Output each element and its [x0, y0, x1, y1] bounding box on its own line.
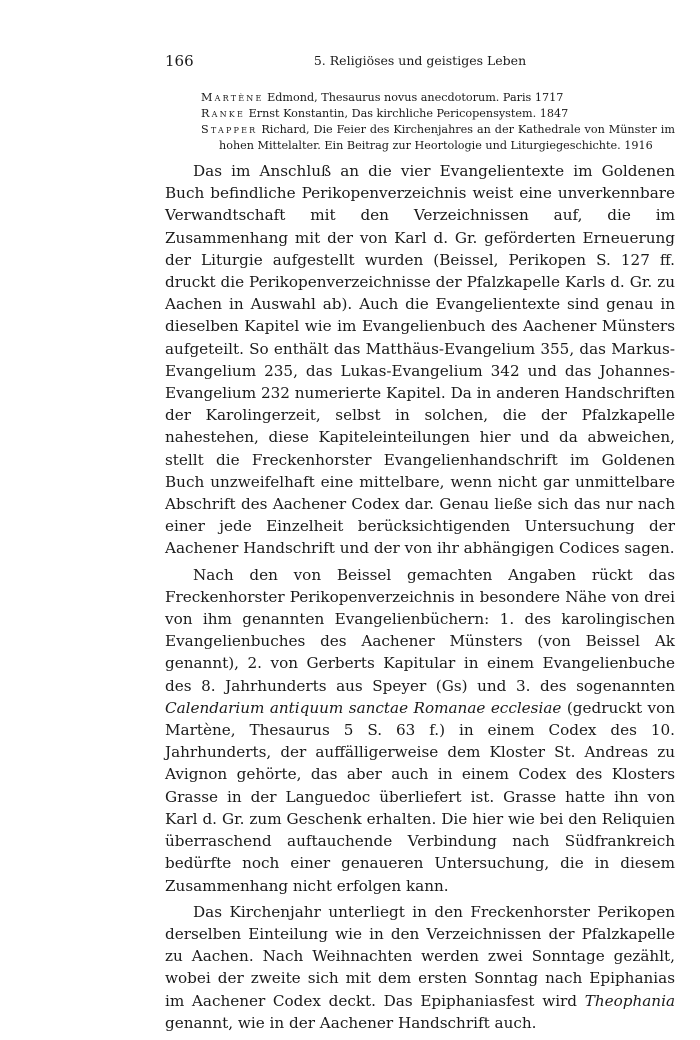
bibliography-author: Ranke — [201, 107, 246, 120]
bibliography-author: Martène — [201, 91, 264, 104]
bibliography-entry — [201, 90, 675, 106]
bibliography-author: Stapper — [201, 123, 258, 136]
paragraph-2 — [165, 564, 675, 897]
paragraph-3 — [165, 901, 675, 1034]
bibliography-text: Ernst Konstantin, Das kirchliche Pericopensystem. 1847 — [245, 107, 569, 120]
book-page — [165, 52, 675, 1038]
body-text — [165, 160, 675, 1034]
bibliography-entry — [201, 122, 675, 154]
bibliography-text: Richard, Die Feier des Kirchenjahres an der Kathedrale von Münster im hohen Mittelalter. Ein Beitrag zur Heortologie und Liturgiegeschichte. 1916 — [219, 123, 675, 152]
italic-term: Theophania — [584, 991, 675, 1010]
bibliography-entry — [201, 106, 675, 122]
page-number: 166 — [165, 52, 194, 70]
page-header — [165, 52, 675, 74]
bibliography-text: Edmond, Thesaurus novus anecdotorum. Paris 1717 — [263, 91, 564, 104]
paragraph-text: Nach den von Beissel gemachten Angaben rückt das Freckenhorster Perikopenverzeichnis in besondere Nähe von drei von ihm genannten Evangelienbüchern: 1. des karolingischen Evangelienbuches des Aachener Münsters (von Beissel Ak genannt), 2. von Gerberts Kapitular in einem Evangelienbuche des 8. Jahrhunderts aus Speyer (Gs) und 3. des sogenannten — [165, 565, 675, 695]
paragraph-text: (gedruckt von Martène, Thesaurus 5 S. 63 f.) in einem Codex des 10. Jahrhunderts, der auffälligerweise dem Kloster St. Andreas zu Avignon gehörte, das aber auch in einem Codex des Klosters Grasse in der Languedoc überliefert ist. Grasse hatte ihn von Karl d. Gr. zum Geschenk erhalten. Die hier wie bei den Reliquien überraschend auftauchende Verbindung nach Südfrankreich bedürfte noch einer genaueren Untersuchung, die in diesem Zusammenhang nicht erfolgen kann. — [165, 698, 676, 895]
bibliography — [201, 90, 675, 154]
paragraph-1 — [165, 160, 675, 560]
paragraph-text: genannt, wie in der Aachener Handschrift auch. — [165, 1013, 537, 1032]
paragraph-text: Das Kirchenjahr unterliegt in den Freckenhorster Perikopen derselben Einteilung wie in den Verzeichnissen der Pfalzkapelle zu Aachen. Nach Weihnachten werden zwei Sonntage gezählt, wobei der zweite sich mit dem ersten Sonntag nach Epiphanias im Aachener Codex deckt. Das Epiphaniasfest wird — [165, 902, 675, 1010]
italic-title: Calendarium antiquum sanctae Romanae ecclesiae — [165, 698, 562, 717]
paragraph-text: Das im Anschluß an die vier Evangelientexte im Goldenen Buch befindliche Perikopenverzeichnis weist eine unverkennbare Verwandtschaft mit den Verzeichnissen auf, die im Zusammenhang mit der von Karl d. Gr. geförderten Erneuerung der Liturgie aufgestellt wurden (Beissel, Perikopen S. 127 ff. druckt die Perikopenverzeichnisse der Pfalzkapelle Karls d. Gr. zu Aachen in Auswahl ab). Auch die Evangelientexte sind genau in dieselben Kapitel wie im Evangelienbuch des Aachener Münsters aufgeteilt. So enthält das Matthäus-Evangelium 355, das Markus-Evangelium 235, das Lukas-Evangelium 342 und das Johannes-Evangelium 232 numerierte Kapitel. Da in anderen Handschriften der Karolingerzeit, selbst in solchen, die der Pfalzkapelle nahestehen, diese Kapiteleinteilungen hier und da abweichen, stellt die Freckenhorster Evangelienhandschrift im Goldenen Buch unzweifelhaft eine mittelbare, wenn nicht gar unmittelbare Abschrift des Aachener Codex dar. Genau ließe sich das nur nach einer jede Einzelheit berücksichtigenden Untersuchung der Aachener Handschrift und der von ihr abhängigen Codices sagen. — [165, 162, 675, 558]
running-head: 5. Religiöses und geistiges Leben — [313, 53, 527, 68]
